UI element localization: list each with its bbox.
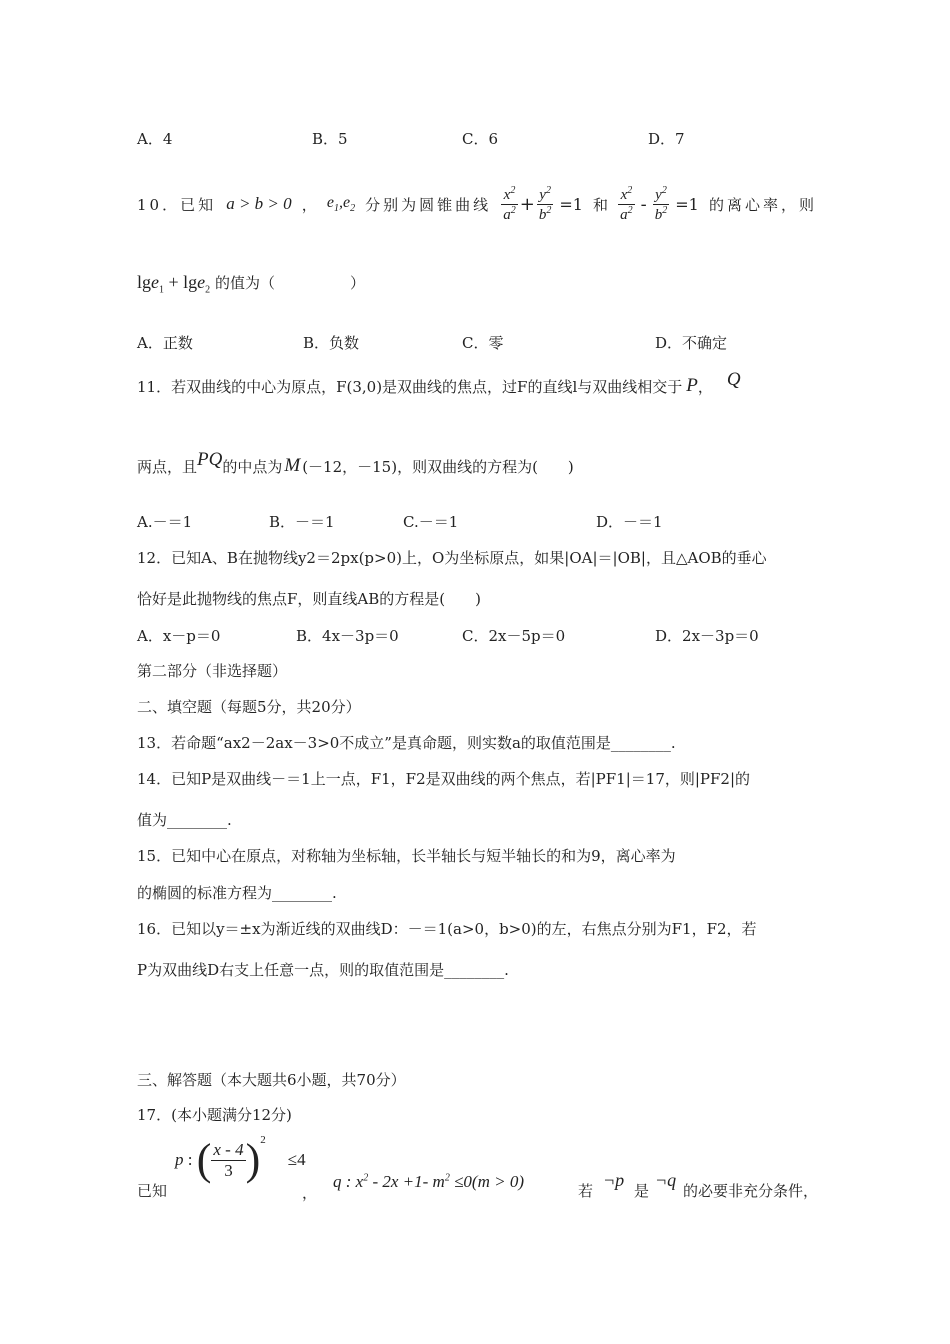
q13: 13．若命题“ax2－2ax－3>0不成立”是真命题，则实数a的取值范围是________. [137, 734, 676, 752]
q10-condition [226, 194, 291, 214]
q11-l2a: 两点，且 [137, 457, 198, 476]
q17-known: 已知 [137, 1182, 168, 1200]
section2-heading: 二、填空题（每题5分，共20分） [137, 698, 361, 716]
q11-line1-text: 11．若双曲线的中心为原点，F(3,0)是双曲线的焦点，过F的直线l与双曲线相交于 [137, 377, 683, 396]
q11-l2c: (－12，－15)，则双曲线的方程为( ) [302, 457, 574, 476]
q9-option-d: D．7 [648, 130, 685, 148]
section3-heading: 三、解答题（本大题共6小题，共70分） [137, 1071, 406, 1089]
q11-option-b: B．－＝1 [269, 513, 335, 531]
q9-option-c: C．6 [462, 130, 499, 148]
q17-q-expr: q : $x^2 - 2x +1-$ $m^2 \le 0(m > 0)$ [333, 1172, 524, 1191]
q12-option-b: B．4x－3p＝0 [296, 627, 399, 645]
q11-m: M [284, 455, 301, 476]
q12-line2: 恰好是此抛物线的焦点F，则直线AB的方程是( ) [137, 590, 481, 608]
q12-option-c: C．2x－5p＝0 [462, 627, 566, 645]
q16-line2: P为双曲线D右支上任意一点，则的取值范围是________. [137, 961, 509, 979]
q10-option-a: A．正数 [137, 334, 193, 352]
q10-option-d: D．不确定 [655, 334, 728, 352]
q10-cond-text: a > b > 0 [226, 194, 292, 213]
q17-comma: ， [302, 1184, 318, 1202]
q10-stem [137, 164, 817, 244]
q12-option-d: D．2x－3p＝0 [655, 627, 759, 645]
q10-and: 和 [593, 195, 609, 214]
q10-expr: lge$_1$ + lge$_2$ [137, 272, 211, 296]
q17-is: 是 [634, 1182, 650, 1200]
q10-number: 10．已知 [137, 195, 217, 214]
q11-line1 [137, 366, 741, 406]
q10-comma: ， [301, 195, 317, 214]
q9-option-b: B．5 [312, 130, 348, 148]
q10-text1: 分别为圆锥曲线 [365, 195, 492, 214]
q17-condition [137, 1134, 827, 1204]
q11-l2b: 的中点为 [222, 457, 283, 476]
q12-option-a: A．x－p＝0 [137, 627, 221, 645]
q14-line1: 14．已知P是双曲线－＝1上一点，F1，F2是双曲线的两个焦点，若|PF1|＝17，则|PF2|的 [137, 770, 751, 788]
q10-option-b: B．负数 [303, 334, 360, 352]
q14-line2: 值为________. [137, 811, 232, 829]
q10-text2: 的离心率，则 [708, 195, 817, 214]
q10-ellipse-eq: $\frac{x^2}{a^2}$ + $\frac{y^2}{b^2}$ =1 [503, 184, 583, 223]
q17-header: 17．(本小题满分12分) [137, 1106, 292, 1124]
q11-option-d: D．－＝1 [596, 513, 663, 531]
q9-option-a: A．4 [137, 130, 173, 148]
q17-p-expr: p : ( $\frac{x - 4}{3}$ ) $^2$ ≤4 [175, 1134, 306, 1184]
q10-line2 [137, 272, 365, 296]
part2-heading: 第二部分（非选择题） [137, 662, 288, 680]
q17-if: 若 [578, 1182, 594, 1200]
q11-comma: ， [697, 377, 713, 396]
q17-not-q: ¬q [655, 1170, 677, 1190]
q11-pq: PQ [197, 449, 223, 470]
q17-not-p: ¬p [603, 1170, 625, 1190]
q10-option-c: C．零 [462, 334, 504, 352]
q16-line1: 16．已知以y＝±x为渐近线的双曲线D：－＝1(a>0，b>0)的左，右焦点分别为F1，F2，若 [137, 920, 757, 938]
q11-point-q: Q [726, 369, 741, 390]
q11-option-c: C.－＝1 [403, 513, 459, 531]
q10-hyperbola-eq: $\frac{x^2}{a^2}$ - $\frac{y^2}{b^2}$ =1 [620, 184, 699, 223]
q15-line1: 15．已知中心在原点，对称轴为坐标轴，长半轴长与短半轴长的和为9，离心率为 [137, 847, 676, 865]
q11-point-p: P [686, 375, 698, 396]
q11-line2 [137, 446, 574, 486]
q12-line1: 12．已知A、B在抛物线y2＝2px(p>0)上，O为坐标原点，如果|OA|＝|OB|，且△AOB的垂心 [137, 549, 767, 567]
q10-text3: 的值为（ ） [214, 274, 365, 292]
q15-line2: 的椭圆的标准方程为________. [137, 884, 337, 902]
q10-vars: $e_1,e_2$ [326, 193, 356, 215]
q11-option-a: A.－＝1 [137, 513, 193, 531]
q17-tail: 的必要非充分条件， [683, 1182, 819, 1200]
